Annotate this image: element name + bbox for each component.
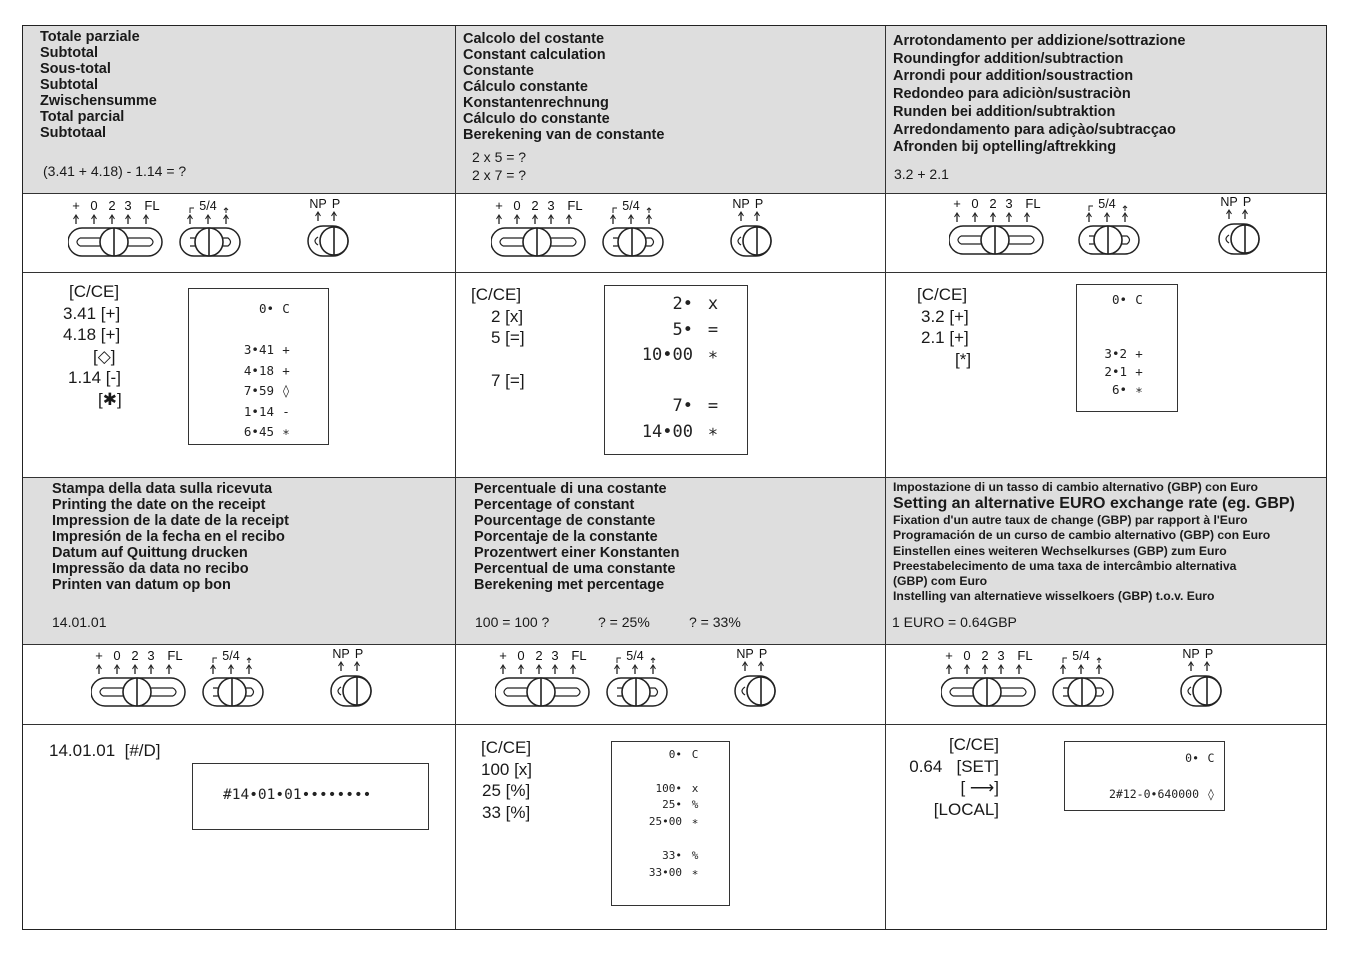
round-up-arrow xyxy=(651,658,655,663)
switch-label: P xyxy=(331,197,341,211)
switch-label: P xyxy=(354,647,364,661)
key-line: 0.64 [SET] xyxy=(909,756,999,776)
panel-exchange-tape xyxy=(1064,741,1225,811)
tape-line xyxy=(632,831,729,848)
title-line: Constante xyxy=(463,63,534,79)
title-line: Constant calculation xyxy=(463,47,606,63)
tape-symbol: ∗ xyxy=(707,421,719,442)
panel-constant-tape xyxy=(604,285,748,455)
panel-date-switches xyxy=(91,646,411,723)
switch-label: FL xyxy=(571,648,587,663)
panel-constant-example xyxy=(472,148,526,184)
key-line: 7 [=] xyxy=(491,370,525,390)
panel-rounding-example: 3.2 + 2.1 xyxy=(894,166,949,182)
switch-label: 3 xyxy=(147,648,155,663)
tape-value: 0• xyxy=(1185,751,1199,765)
tape-value: 2•1 xyxy=(1104,364,1127,379)
tape-value: 3•2 xyxy=(1104,346,1127,361)
panel-date-example: 14.01.01 xyxy=(52,614,107,630)
switch-group xyxy=(495,646,815,718)
example-line: 2 x 7 = ? xyxy=(472,167,527,183)
switch-label: P xyxy=(1242,195,1252,209)
panel-rounding-titles xyxy=(893,33,1185,157)
title-line: (GBP) com Euro xyxy=(893,574,988,589)
switch-label: 5/4 xyxy=(622,199,640,213)
tape-symbol: x xyxy=(707,294,719,314)
instruction-table xyxy=(22,25,1327,930)
title-line: Afronden bij optelling/aftrekking xyxy=(893,139,1117,156)
tape-line xyxy=(632,781,729,798)
switch-label: 5/4 xyxy=(222,649,240,663)
panel-subtotal-example: (3.41 + 4.18) - 1.14 = ? xyxy=(43,163,187,179)
title-line: Berekening met percentage xyxy=(474,577,665,593)
title-line: Runden bei addition/subtraktion xyxy=(893,103,1116,120)
switch-label: 3 xyxy=(997,648,1005,663)
round-up-arrow xyxy=(1123,206,1127,211)
title-line: Stampa della data sulla ricevuta xyxy=(52,481,273,497)
panel-exchange-titles xyxy=(893,480,1295,604)
tape-value: 10•00 xyxy=(641,345,693,365)
panel-constant-keys xyxy=(471,284,525,391)
tape-symbol: = xyxy=(707,396,719,416)
tape-symbol: x xyxy=(691,781,699,795)
panel-exchange-switches xyxy=(941,646,1261,723)
switch-label: 3 xyxy=(124,198,132,213)
key-line xyxy=(471,349,525,370)
panel-subtotal-keys xyxy=(63,281,122,410)
round-down-arrow xyxy=(1063,658,1067,663)
tape-symbol: ∗ xyxy=(691,865,699,879)
tape-line xyxy=(1077,381,1177,399)
title-line: Zwischensumme xyxy=(40,93,157,109)
key-line: 2.1 [+] xyxy=(921,328,969,347)
tape-value: 14•00 xyxy=(641,421,693,442)
tape-line xyxy=(229,361,328,382)
title-line: Arrondi pour addition/soustraction xyxy=(893,68,1134,85)
key-line: [◇] xyxy=(93,346,116,366)
title-line: Subtotal xyxy=(40,77,98,93)
tape-symbol: % xyxy=(691,848,699,862)
title-line: Calcolo del costante xyxy=(463,31,605,47)
key-line: [C/CE] xyxy=(948,735,999,754)
switch-label: FL xyxy=(1025,196,1041,211)
panel-exchange-example: 1 EURO = 0.64GBP xyxy=(892,614,1017,630)
title-line: Instelling van alternatieve wisselkoers (GBP) t.o.v. Euro xyxy=(893,589,1215,604)
tape-value: 1•14 xyxy=(243,403,274,419)
key-line: [C/CE] xyxy=(481,738,532,757)
panel-percent-tape xyxy=(611,741,730,906)
key-line: 3.2 [+] xyxy=(921,306,969,326)
switch-label: 2 xyxy=(108,198,116,213)
tape-value: 33• xyxy=(662,848,682,862)
tape-line xyxy=(229,320,328,341)
switch-label: 2 xyxy=(981,648,989,663)
example-part: 100 = 100 ? xyxy=(475,614,550,630)
key-line: [✱] xyxy=(98,389,122,409)
switch-label: 0 xyxy=(971,196,979,211)
tape-line xyxy=(1077,291,1177,309)
title-line: Impresión de la fecha en el recibo xyxy=(52,529,285,545)
tape-line xyxy=(613,292,747,318)
tape-symbol: C xyxy=(1135,292,1143,307)
tape-symbol: + xyxy=(1135,364,1143,379)
example-part: ? = 33% xyxy=(689,614,741,630)
tape-line xyxy=(229,340,328,361)
switch-label: NP xyxy=(332,647,350,661)
panel-rounding-keys xyxy=(917,284,971,370)
title-line: Fixation d'un autre taux de change (GBP) par rapport à l'Euro xyxy=(893,513,1248,528)
title-line: Roundingfor addition/subtraction xyxy=(893,50,1124,67)
panel-percent-switches xyxy=(495,646,815,723)
panel-date-keys xyxy=(49,740,161,762)
divider-h4 xyxy=(23,644,1326,645)
tape-symbol: - xyxy=(282,403,290,419)
tape-value: #14•01•01•••••••• xyxy=(223,787,372,803)
switch-label: 2 xyxy=(131,648,139,663)
switch-label: 0 xyxy=(113,648,121,663)
switch-label: 0 xyxy=(963,648,971,663)
tape-value: 7• xyxy=(672,396,693,416)
key-line: 4.18 [+] xyxy=(63,325,121,344)
title-line: Impostazione di un tasso di cambio alternativo (GBP) con Euro xyxy=(893,480,1258,494)
tape-line xyxy=(1077,309,1177,327)
tape-symbol: % xyxy=(691,798,699,812)
tape-value: 5• xyxy=(672,319,693,340)
key-line: 5 [=] xyxy=(491,328,525,347)
title-line: Einstellen eines weiteren Wechselkurses (GBP) zum Euro xyxy=(893,543,1227,558)
title-line: Totale parziale xyxy=(40,29,140,45)
switch-label: 2 xyxy=(989,196,997,211)
switch-label: 2 xyxy=(531,198,539,213)
tape-line xyxy=(229,299,328,320)
tape-line xyxy=(229,381,328,402)
switch-label: 0 xyxy=(513,198,521,213)
tape-value: 6•45 xyxy=(243,424,274,439)
tape-line xyxy=(229,422,328,443)
tape-line xyxy=(632,865,729,882)
panel-subtotal-titles xyxy=(40,29,157,141)
tape-symbol: C xyxy=(1207,751,1215,765)
tape-line xyxy=(613,369,747,395)
example-line: 2 x 5 = ? xyxy=(472,149,527,165)
tape-value: 3•41 xyxy=(243,342,274,357)
example-part: ? = 25% xyxy=(598,614,650,630)
switch-label: 5/4 xyxy=(1072,649,1090,663)
key-line: [C/CE] xyxy=(917,285,968,304)
title-line: Cálculo do constante xyxy=(463,111,610,127)
switch-label: 5/4 xyxy=(626,649,644,663)
title-line: Porcentaje de la constante xyxy=(474,529,658,545)
panel-exchange-keys xyxy=(901,734,999,820)
tape-value: 7•59 xyxy=(243,383,274,398)
tape-symbol: = xyxy=(707,319,719,340)
switch-label: + xyxy=(95,648,103,663)
switch-group xyxy=(91,646,411,718)
key-line: [ ⟶] xyxy=(960,778,999,797)
tape-line xyxy=(632,747,729,764)
switch-label: + xyxy=(953,196,961,211)
tape-value: 2#12-0•640000 xyxy=(1108,787,1199,801)
tape-line xyxy=(1081,767,1224,785)
panel-date-tape xyxy=(192,763,429,830)
key-line: 1.14 [-] xyxy=(68,368,121,387)
switch-label: 5/4 xyxy=(199,199,217,213)
tape-value: 0• xyxy=(258,301,274,316)
switch-group xyxy=(949,194,1289,266)
switch-group xyxy=(68,196,388,268)
switch-label: + xyxy=(499,648,507,663)
switch-label: P xyxy=(758,647,768,661)
round-down-arrow xyxy=(190,208,194,213)
tape-symbol: C xyxy=(691,748,699,761)
title-line: Preestabelecimento de uma taxa de intercâmbio alternativa xyxy=(893,558,1237,573)
switch-label: 0 xyxy=(517,648,525,663)
title-line: Subtotaal xyxy=(40,125,107,141)
title-line: Total parcial xyxy=(40,109,125,125)
tape-value: 25• xyxy=(662,798,682,812)
switch-label: NP xyxy=(309,197,327,211)
key-line: 2 [x] xyxy=(491,306,524,326)
panel-date-titles xyxy=(52,481,289,593)
tape-value: 25•00 xyxy=(648,815,682,829)
tape-symbol: ∗ xyxy=(1135,382,1143,397)
title-line: Percentual de uma constante xyxy=(474,561,676,577)
switch-label: 3 xyxy=(551,648,559,663)
switch-label: FL xyxy=(1017,648,1033,663)
tape-symbol: ◊ xyxy=(1207,787,1215,801)
title-line: Setting an alternative EURO exchange rate (eg. GBP) xyxy=(893,495,1295,513)
tape-symbol: + xyxy=(282,362,290,378)
title-line: Impressão da data no recibo xyxy=(52,561,249,577)
divider-h3 xyxy=(23,477,1326,478)
key-line: [LOCAL] xyxy=(933,799,999,819)
title-line: Percentuale di una costante xyxy=(474,481,667,497)
key-line: 3.41 [+] xyxy=(63,303,121,323)
round-up-arrow xyxy=(247,658,251,663)
title-line: Arredondamento para adiçào/subtracçao xyxy=(893,121,1176,138)
key-line: 33 [%] xyxy=(482,802,531,822)
switch-label: FL xyxy=(167,648,183,663)
panel-percent-keys xyxy=(481,737,532,823)
tape-value: 6• xyxy=(1111,382,1127,397)
title-line: Sous-total xyxy=(40,61,111,77)
switch-group xyxy=(941,646,1261,718)
divider-h5 xyxy=(23,724,1326,725)
key-line: [*] xyxy=(955,349,972,369)
switch-group xyxy=(491,196,811,268)
key-line: [C/CE] xyxy=(69,282,120,301)
tape-line xyxy=(223,785,428,805)
round-up-arrow xyxy=(224,208,228,213)
switch-label: 3 xyxy=(547,198,555,213)
tape-line xyxy=(1077,327,1177,345)
round-down-arrow xyxy=(213,658,217,663)
key-line: [C/CE] xyxy=(471,285,522,304)
key-line: 100 [x] xyxy=(481,759,533,779)
title-line: Arrotondamento per addizione/sottrazione xyxy=(893,33,1186,49)
title-line: Percentage of constant xyxy=(474,497,635,513)
round-down-arrow xyxy=(617,658,621,663)
title-line: Programación de un curso de cambio alternativo (GBP) con Euro xyxy=(893,528,1271,543)
panel-rounding-switches xyxy=(949,194,1289,271)
tape-line xyxy=(613,420,747,446)
tape-value: 2• xyxy=(672,294,693,314)
title-line: Printen van datum op bon xyxy=(52,577,231,593)
panel-constant-switches xyxy=(491,196,811,273)
title-line: Datum auf Quittung drucken xyxy=(52,545,248,561)
tape-line xyxy=(613,318,747,344)
tape-value: 0• xyxy=(1111,292,1127,307)
tape-value: 0• xyxy=(668,748,682,761)
switch-label: 3 xyxy=(1005,196,1013,211)
switch-label: 0 xyxy=(90,198,98,213)
title-line: Cálculo constante xyxy=(463,79,588,95)
tape-symbol: ∗ xyxy=(691,815,699,829)
tape-line xyxy=(613,343,747,369)
switch-label: NP xyxy=(732,197,750,211)
panel-constant-titles xyxy=(463,31,664,143)
key-line: 14.01.01 [#/D] xyxy=(49,741,161,760)
tape-symbol: ∗ xyxy=(282,424,290,439)
tape-line xyxy=(1081,749,1224,767)
tape-line xyxy=(613,394,747,420)
tape-symbol: C xyxy=(282,301,290,316)
panel-percent-titles xyxy=(474,481,679,593)
tape-line xyxy=(1077,345,1177,363)
tape-symbol: ◊ xyxy=(282,383,290,398)
tape-line xyxy=(632,797,729,814)
title-line: Impression de la date de la receipt xyxy=(52,513,289,529)
panel-rounding-tape xyxy=(1076,284,1178,412)
switch-label: FL xyxy=(567,198,583,213)
tape-symbol: + xyxy=(282,342,290,357)
switch-label: P xyxy=(1204,647,1214,661)
round-down-arrow xyxy=(613,208,617,213)
tape-value: 4•18 xyxy=(243,362,274,378)
switch-label: 5/4 xyxy=(1098,197,1116,211)
title-line: Subtotal xyxy=(40,45,98,61)
title-line: Redondeo para adiciòn/sustraciòn xyxy=(893,86,1131,103)
switch-label: + xyxy=(495,198,503,213)
tape-value: 100• xyxy=(655,781,682,795)
tape-value: 33•00 xyxy=(648,865,682,879)
title-line: Prozentwert einer Konstanten xyxy=(474,545,680,561)
round-up-arrow xyxy=(647,208,651,213)
title-line: Konstantenrechnung xyxy=(463,95,609,111)
title-line: Printing the date on the receipt xyxy=(52,497,266,513)
round-down-arrow xyxy=(1089,206,1093,211)
switch-label: NP xyxy=(736,647,754,661)
key-line: 25 [%] xyxy=(482,781,531,800)
panel-subtotal-switches xyxy=(68,196,388,273)
tape-line xyxy=(229,402,328,423)
switch-label: NP xyxy=(1220,195,1238,209)
panel-subtotal-tape xyxy=(188,288,329,445)
switch-label: 2 xyxy=(535,648,543,663)
tape-line xyxy=(1081,785,1224,803)
tape-line xyxy=(632,764,729,781)
round-up-arrow xyxy=(1097,658,1101,663)
switch-label: + xyxy=(72,198,80,213)
switch-label: + xyxy=(945,648,953,663)
title-line: Pourcentage de constante xyxy=(474,513,656,529)
tape-line xyxy=(632,814,729,831)
tape-symbol: + xyxy=(1135,346,1143,361)
title-line: Berekening van de constante xyxy=(463,127,665,143)
tape-symbol: ∗ xyxy=(707,345,719,365)
switch-label: P xyxy=(754,197,764,211)
tape-line xyxy=(1077,363,1177,381)
tape-line xyxy=(632,848,729,865)
switch-label: NP xyxy=(1182,647,1200,661)
switch-label: FL xyxy=(144,198,160,213)
